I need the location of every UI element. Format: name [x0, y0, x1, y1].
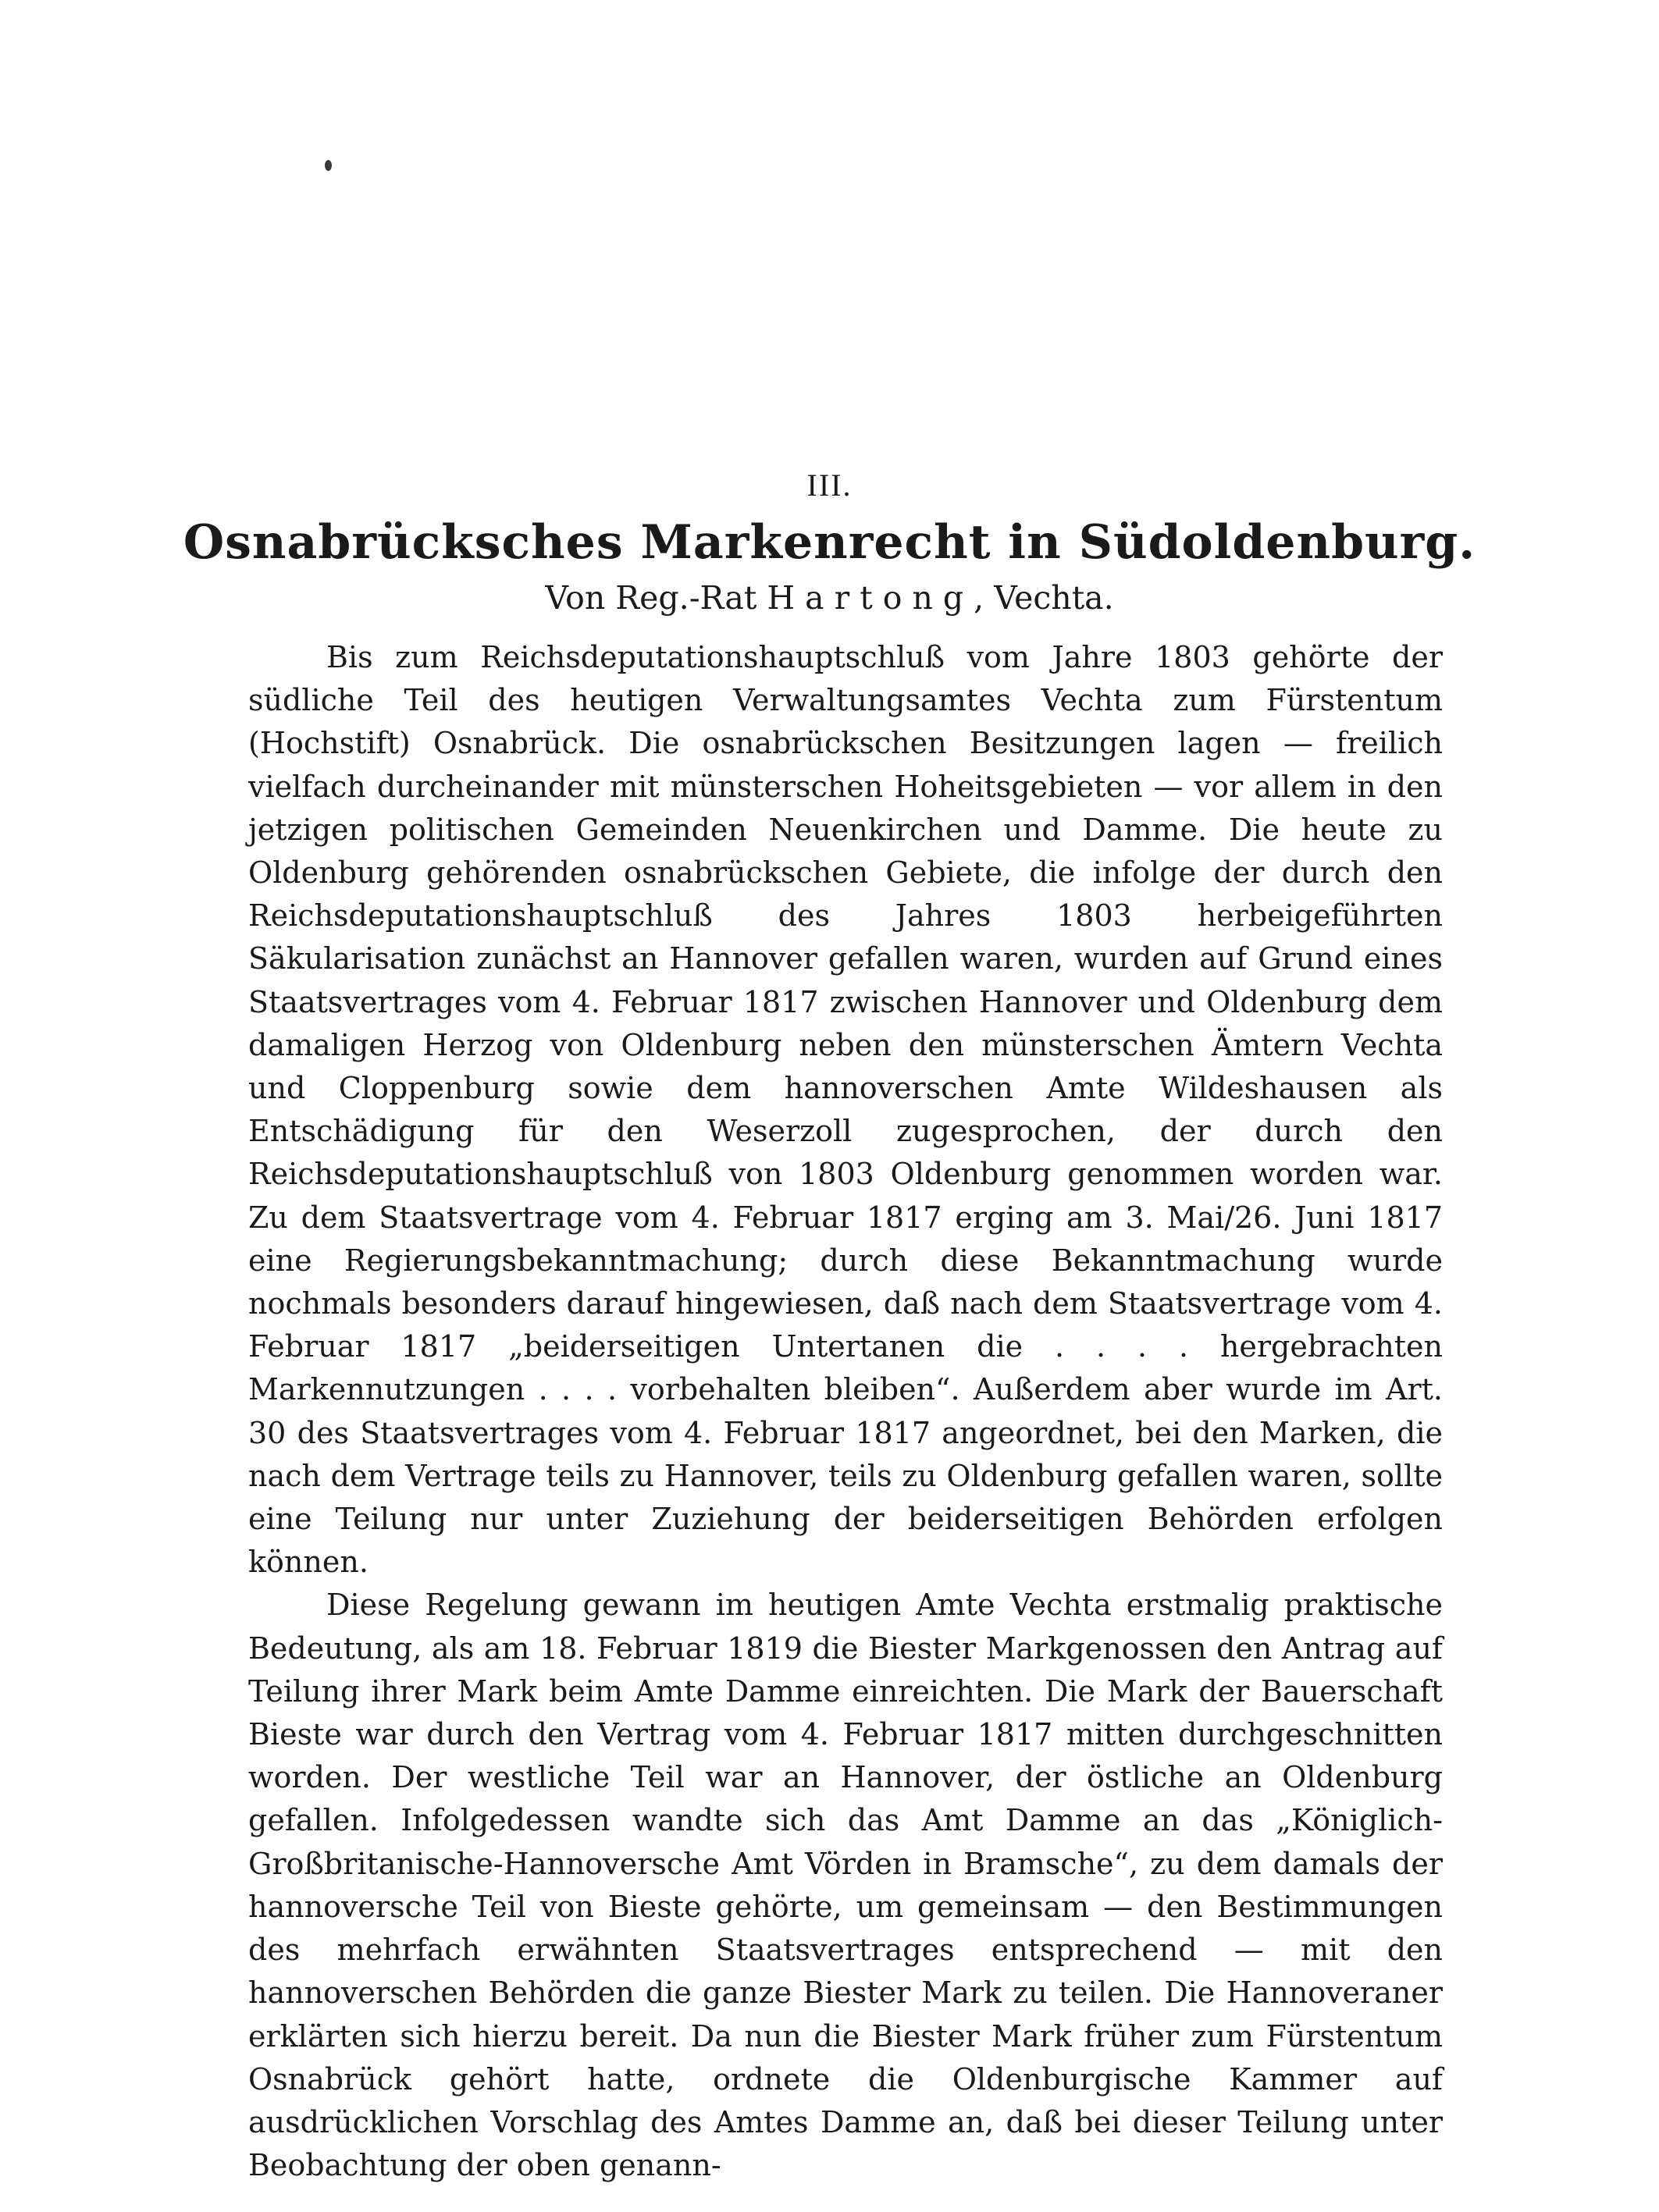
chapter-number: III. [806, 468, 853, 503]
paragraph: Diese Regelung gewann im heutigen Amte Vechta erstmalig praktische Bedeutung, als am 18. Februar 1819 die Biester Markgenossen den Antrag auf Teilung ihrer Mark beim Amte Damme einreichten. Die Mark der Bauerschaft Bieste war durch den Vertrag vom 4. Februar 1817 mitten durchgeschnitten worden. Der westliche Teil war an Hannover, der östliche an Oldenburg gefallen. Infolgedessen wandte sich das Amt Damme an das „Königlich-Großbritanische-Hannoversche Amt Vörden in Bramsche“, zu dem damals der hannoversche Teil von Bieste gehörte, um gemeinsam — den Bestimmungen des mehrfach erwähnten Staatsvertrages entsprechend — mit den hannoverschen Behörden die ganze Biester Mark zu teilen. Die Hannoveraner erklärten sich hierzu bereit. Da nun die Biester Mark früher zum Fürstentum Osnabrück gehört hatte, ordnete die Oldenburgische Kammer auf ausdrücklichen Vorschlag des Amtes Damme an, daß bei dieser Teilung unter Beobachtung der oben genann- [248, 1588, 1443, 2183]
byline: Von Reg.-Rat H a r t o n g , Vechta. [545, 579, 1114, 617]
print-speck [325, 160, 332, 171]
article-body [248, 636, 1443, 2187]
paragraph: Bis zum Reichsdeputationshauptschluß vom Jahre 1803 gehörte der südliche Teil des heutigen Verwaltungsamtes Vechta zum Fürstentum (Hochstift) Osnabrück. Die osnabrückschen Besitzungen lagen — freilich vielfach durcheinander mit münsterschen Hoheitsgebieten — vor allem in den jetzigen politischen Gemeinden Neuenkirchen und Damme. Die heute zu Oldenburg gehörenden osnabrückschen Gebiete, die infolge der durch den Reichsdeputationshauptschluß des Jahres 1803 herbeigeführten Säkularisation zunächst an Hannover gefallen waren, wurden auf Grund eines Staatsvertrages vom 4. Februar 1817 zwischen Hannover und Oldenburg dem damaligen Herzog von Oldenburg neben den münsterschen Ämtern Vechta und Cloppenburg sowie dem hannoverschen Amte Wildeshausen als Entschädigung für den Weserzoll zugesprochen, der durch den Reichsdeputationshauptschluß von 1803 Oldenburg genommen worden war. Zu dem Staatsvertrage vom 4. Februar 1817 erging am 3. Mai/26. Juni 1817 eine Regierungsbekanntmachung; durch diese Bekanntmachung wurde nochmals besonders darauf hingewiesen, daß nach dem Staatsvertrage vom 4. Februar 1817 „beiderseitigen Untertanen die . . . . hergebrachten Markennutzungen . . . . vorbehalten bleiben“. Außerdem aber wurde im Art. 30 des Staatsvertrages vom 4. Februar 1817 angeordnet, bei den Marken, die nach dem Vertrage teils zu Hannover, teils zu Oldenburg gefallen waren, sollte eine Teilung nur unter Zuziehung der beiderseitigen Behörden erfolgen können. [248, 640, 1443, 1580]
article-title: Osnabrücksches Markenrecht in Südoldenburg. [183, 515, 1476, 570]
